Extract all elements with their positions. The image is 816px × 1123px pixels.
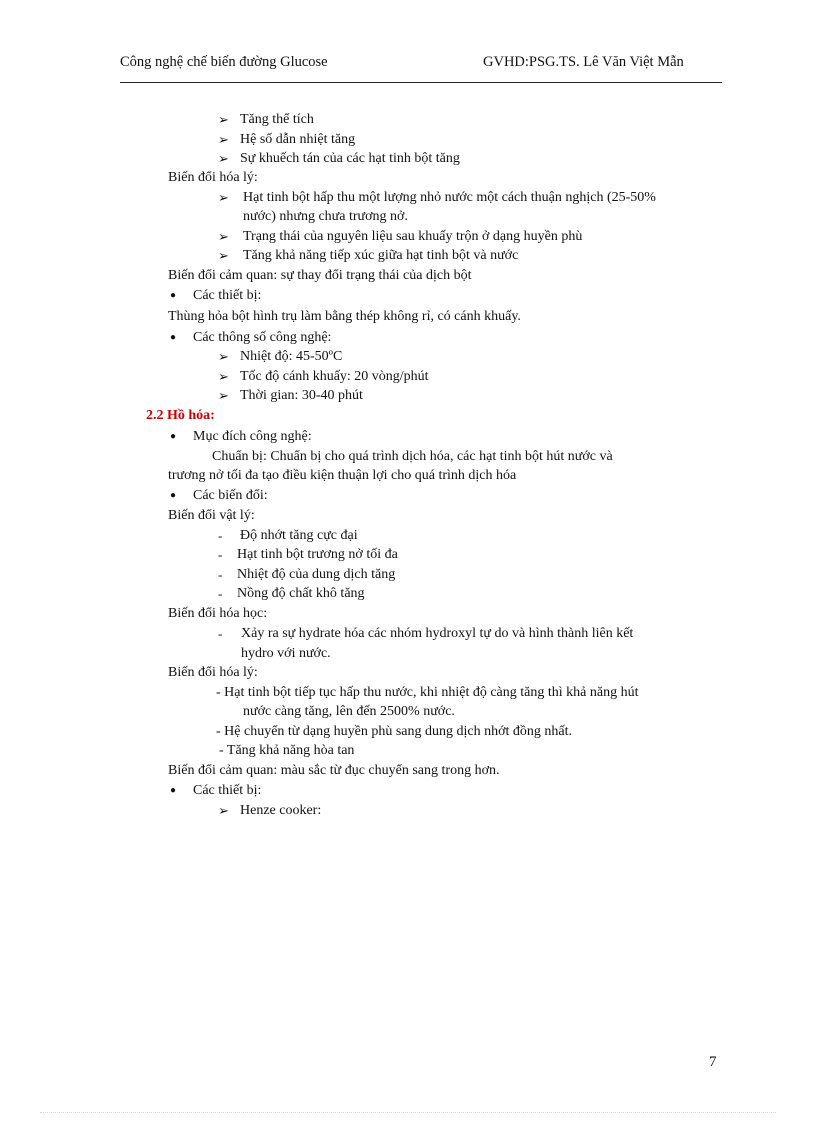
arrow-bullet-icon: ➢ <box>218 349 229 364</box>
arrow-bullet-icon: ➢ <box>218 229 229 244</box>
list-item: Nhiệt độ: 45-50ºC <box>240 349 343 364</box>
list-item: Tốc độ cánh khuấy: 20 vòng/phút <box>240 369 429 384</box>
section-heading: 2.2 Hồ hóa: <box>146 408 215 423</box>
bullet-icon: ● <box>170 431 177 442</box>
list-item-continuation: nước càng tăng, lên đến 2500% nước. <box>243 704 455 719</box>
list-item: Các biến đổi: <box>193 488 268 503</box>
arrow-bullet-icon: ➢ <box>218 190 229 205</box>
dash-marker: - <box>218 547 223 562</box>
list-item: - Hệ chuyển từ dạng huyền phù sang dung dịch nhớt đồng nhất. <box>216 724 572 739</box>
list-item: Thời gian: 30-40 phút <box>240 388 363 403</box>
list-item: Xảy ra sự hydrate hóa các nhóm hydroxyl tự do và hình thành liên kết <box>241 626 634 641</box>
list-item: Nồng độ chất khô tăng <box>237 586 365 601</box>
arrow-bullet-icon: ➢ <box>218 388 229 403</box>
list-item: Các thiết bị: <box>193 288 262 303</box>
list-item: Hạt tinh bột hấp thu một lượng nhỏ nước một cách thuận nghịch (25-50% <box>243 190 656 205</box>
list-item: Hạt tinh bột trương nở tối đa <box>237 547 398 562</box>
paragraph-continuation: trương nở tối đa tạo điều kiện thuận lợi cho quá trình dịch hóa <box>168 468 517 483</box>
dash-marker: - <box>218 528 223 543</box>
list-item: Độ nhớt tăng cực đại <box>240 528 358 543</box>
bullet-icon: ● <box>170 290 177 301</box>
header-divider <box>120 82 722 83</box>
paragraph: Biến đổi cảm quan: sự thay đổi trạng thái của dịch bột <box>168 268 472 283</box>
subheading: Biến đổi hóa học: <box>168 606 268 621</box>
bullet-icon: ● <box>170 785 177 796</box>
bullet-icon: ● <box>170 490 177 501</box>
list-item: Các thông số công nghệ: <box>193 330 332 345</box>
paragraph: Biến đổi cảm quan: màu sắc từ đục chuyển sang trong hơn. <box>168 763 500 778</box>
list-item: - Hạt tinh bột tiếp tục hấp thu nước, khi nhiệt độ càng tăng thì khả năng hút <box>216 685 639 700</box>
dash-marker: - <box>218 586 223 601</box>
header-doc-title: Công nghệ chế biến đường Glucose <box>120 54 328 70</box>
bullet-icon: ● <box>170 332 177 343</box>
list-item: Henze cooker: <box>240 803 322 818</box>
list-item: Trạng thái của nguyên liệu sau khuấy trộn ở dạng huyền phù <box>243 229 583 244</box>
paragraph: Thùng hỏa bột hình trụ làm bằng thép không rỉ, có cánh khuấy. <box>168 309 521 324</box>
arrow-bullet-icon: ➢ <box>218 803 229 818</box>
dash-marker: - <box>218 567 223 582</box>
page-bottom-divider <box>40 1112 776 1113</box>
list-item: Tăng thể tích <box>240 112 314 127</box>
list-item: Tăng khả năng tiếp xúc giữa hạt tinh bột và nước <box>243 248 519 263</box>
arrow-bullet-icon: ➢ <box>218 151 229 166</box>
arrow-bullet-icon: ➢ <box>218 369 229 384</box>
header-advisor: GVHD:PSG.TS. Lê Văn Việt Mẫn <box>483 54 684 70</box>
list-item-continuation: nước) nhưng chưa trương nở. <box>243 209 408 224</box>
list-item: Hệ số dẫn nhiệt tăng <box>240 132 356 147</box>
list-item: Sự khuếch tán của các hạt tinh bột tăng <box>240 151 460 166</box>
list-item: Nhiệt độ của dung dịch tăng <box>237 567 396 582</box>
subheading: Biến đổi vật lý: <box>168 508 255 523</box>
list-item: Các thiết bị: <box>193 783 262 798</box>
list-item: Mục đích công nghệ: <box>193 429 312 444</box>
page-number: 7 <box>709 1054 717 1070</box>
arrow-bullet-icon: ➢ <box>218 248 229 263</box>
dash-marker: - <box>218 626 223 641</box>
subheading: Biến đổi hóa lý: <box>168 665 258 680</box>
paragraph: Chuẩn bị: Chuẩn bị cho quá trình dịch hóa, các hạt tinh bột hút nước và <box>212 449 613 464</box>
subheading: Biến đổi hóa lý: <box>168 170 258 185</box>
list-item-continuation: hydro với nước. <box>241 646 331 661</box>
list-item: - Tăng khả năng hòa tan <box>219 743 355 758</box>
arrow-bullet-icon: ➢ <box>218 112 229 127</box>
arrow-bullet-icon: ➢ <box>218 132 229 147</box>
